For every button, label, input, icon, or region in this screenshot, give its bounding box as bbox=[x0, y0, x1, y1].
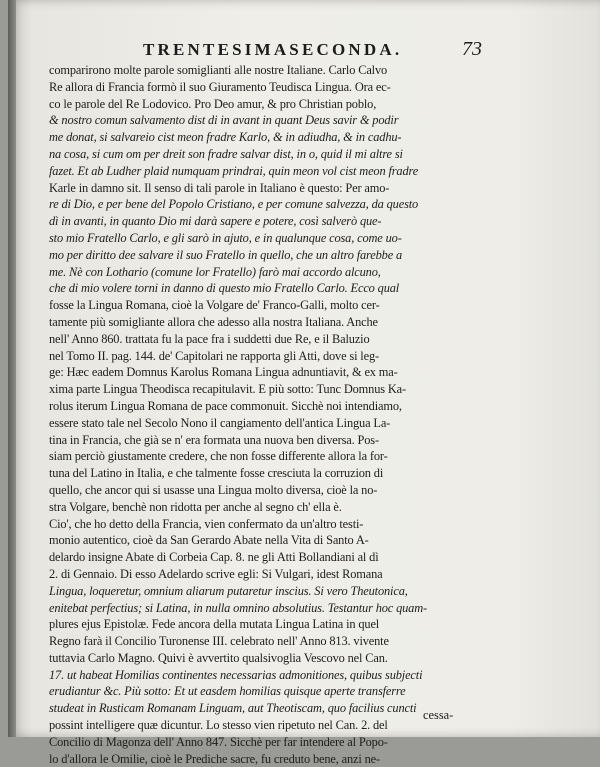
text-line: plures ejus Epistolæ. Fede ancora della mutata Lingua Latina in quel bbox=[49, 617, 380, 632]
text-line: nell' Anno 860. trattata fu la pace fra i suddetti due Re, e il Baluzio bbox=[49, 331, 370, 346]
text-line: dì in avanti, in quanto Dio mi darà sapere e potere, così salverò que- bbox=[49, 214, 382, 229]
text-line: che di mio volere torni in danno di questo mio Fratello Carlo. Ecco qual bbox=[49, 281, 400, 296]
text-line: Re allora di Francia formò il suo Giuramento Teudisca Lingua. Ora ec- bbox=[49, 79, 391, 94]
text-line: Regno farà il Concilio Turonense III. celebrato nell' Anno 813. vivente bbox=[49, 634, 389, 649]
text-line: essere stato tale nel Secolo Nono il cangiamento dell'antica Lingua La- bbox=[49, 415, 391, 430]
text-line: stra Volgare, benchè non ridotta per anche al segno ch' ella è. bbox=[49, 499, 342, 514]
page-gutter-edge bbox=[8, 0, 16, 737]
text-line: re di Dio, e per bene del Popolo Cristiano, e per comune salvezza, da questo bbox=[49, 197, 419, 212]
catchword: cessa- bbox=[423, 708, 454, 722]
text-line: quello, che ancor qui si usasse una Lingua molto diversa, cioè la no- bbox=[49, 482, 378, 497]
text-line: rolus iterum Lingua Romana de pace commonuit. Sicchè noi intendiamo, bbox=[49, 398, 402, 413]
text-line: delardo insigne Abate di Corbeia Cap. 8. ne gli Atti Bollandiani al dì bbox=[49, 550, 379, 565]
text-line: xima parte Lingua Theodisca recapitulavit. E più sotto: Tunc Domnus Ka- bbox=[49, 382, 406, 397]
text-line: Concilio di Magonza dell' Anno 847. Sicchè per far intendere al Popo- bbox=[49, 734, 388, 749]
text-line: Cio', che ho detto della Francia, vien confermato da un'altro testi- bbox=[49, 516, 364, 531]
text-line: mo per diritto dee salvare il suo Fratello in quello, che un altro farebbe a bbox=[49, 247, 403, 262]
text-line: comparirono molte parole somiglianti alle nostre Italiane. Carlo Calvo bbox=[49, 63, 388, 77]
text-line: tuna del Latino in Italia, e che talmente fosse cresciuta la corruzion di bbox=[49, 466, 384, 481]
text-line: erudiantur &c. Più sotto: Et ut easdem homilias quisque aperte transferre bbox=[49, 684, 406, 699]
text-line: lo d'allora le Omilie, cioè le Prediche sacre, fu creduto bene, anzi ne- bbox=[49, 751, 380, 766]
body-text bbox=[49, 62, 459, 767]
text-line: tamente più somigliante allora che adesso alla nostra Italiana. Anche bbox=[49, 314, 378, 329]
text-line: Karle in damno sit. Il senso di tali parole in Italiano è questo: Per amo- bbox=[49, 180, 390, 195]
text-line: sto mio Fratello Carlo, e gli sarò in ajuto, e in qualunque cosa, come uo- bbox=[49, 230, 402, 245]
text-line: 2. di Gennaio. Di esso Adelardo scrive egli: Si Vulgari, idest Romana bbox=[49, 566, 383, 581]
text-line: siam perciò giustamente credere, che non fosse differente allora la for- bbox=[49, 449, 388, 464]
text-line: & nostro comun salvamento dist di in avant in quant Deus savir & podir bbox=[49, 113, 399, 128]
text-line: nel Tomo II. pag. 144. de' Capitolari ne rapporta gli Atti, dove si leg- bbox=[49, 348, 379, 363]
text-line: tuttavia Carlo Magno. Quivi è avvertito qualsivoglia Vescovo nel Can. bbox=[49, 650, 388, 665]
text-line: 17. ut habeat Homilias continentes necessarias admonitiones, quibus subjecti bbox=[49, 667, 423, 682]
text-line: na cosa, si cum om per dreit son fradre salvar dist, in o, quid il mi altre si bbox=[49, 146, 403, 161]
text-line: studeat in Rusticam Romanam Linguam, aut Theotiscam, quo facilius cuncti bbox=[49, 701, 417, 716]
text-line: monio autentico, cioè da San Gerardo Abate nella Vita di Santo A- bbox=[49, 533, 369, 548]
text-line: enitebat perfectius; si Latina, in nulla omnino absolutius. Testantur hoc quam- bbox=[49, 600, 427, 615]
text-line: possint intelligere quæ dicuntur. Lo stesso vien ripetuto nel Can. 2. del bbox=[49, 718, 388, 733]
text-line: me. Nè con Lothario (comune lor Fratello) farò mai accordo alcuno, bbox=[49, 264, 381, 279]
text-line: fosse la Lingua Romana, cioè la Volgare de' Franco-Galli, molto cer- bbox=[49, 298, 380, 313]
text-line: co le parole del Re Lodovico. Pro Deo amur, & pro Christian poblo, bbox=[49, 96, 377, 111]
text-line: fazet. Et ab Ludher plaid numquam prindrai, quin meon vol cist meon fradre bbox=[49, 163, 419, 178]
text-line: tina in Francia, che già se n' era formata una nuova ben diversa. Pos- bbox=[49, 432, 379, 447]
text-line: ge: Hæc eadem Domnus Karolus Romana Lingua adnuntiavit, & ex ma- bbox=[49, 365, 398, 380]
page-number: 73 bbox=[462, 38, 482, 60]
running-head: TRENTESIMASECONDA. bbox=[143, 40, 403, 59]
text-line: me donat, si salvareio cist meon fradre Karlo, & in adiudha, & in cadhu- bbox=[49, 130, 402, 145]
text-line: Lingua, loqueretur, omnium aliarum putaretur inscius. Si vero Theutonica, bbox=[49, 583, 408, 598]
